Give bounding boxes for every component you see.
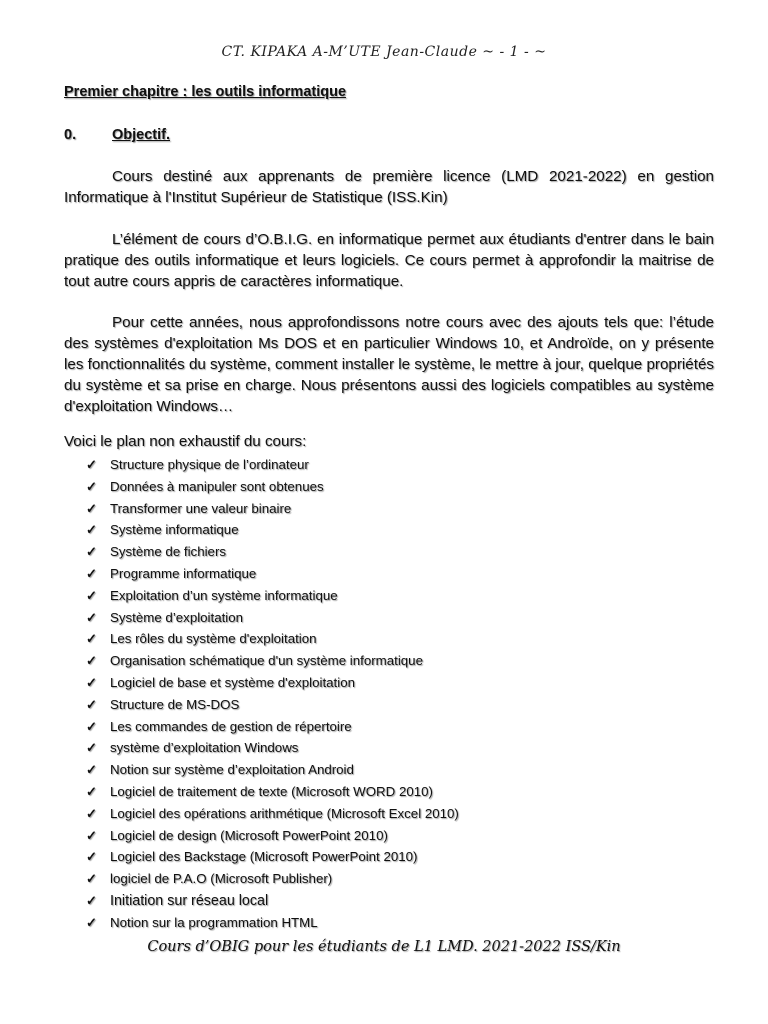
list-item-text: Notion sur système d’exploitation Android	[110, 762, 354, 778]
list-item	[86, 628, 459, 650]
list-item	[86, 650, 459, 672]
list-item	[86, 825, 459, 847]
list-item	[86, 912, 459, 934]
list-item-text: Les commandes de gestion de répertoire	[110, 718, 352, 734]
checkmark-icon: ✓	[86, 805, 97, 821]
list-item-text: Initiation sur réseau local	[110, 892, 269, 909]
list-item	[86, 846, 459, 868]
list-item	[86, 541, 459, 563]
list-item	[86, 454, 459, 476]
list-item	[86, 737, 459, 759]
checkmark-icon: ✓	[86, 762, 97, 778]
checkmark-icon: ✓	[86, 740, 97, 756]
list-item	[86, 563, 459, 585]
list-item	[86, 781, 459, 803]
checkmark-icon: ✓	[86, 457, 97, 472]
checkmark-icon: ✓	[86, 783, 97, 799]
paragraph-intro: Cours destiné aux apprenants de première licence (LMD 2021-2022) en gestion Informatique à l'Institut Supérieur de Statistique (ISS.Kin)	[64, 168, 714, 206]
paragraph-this-year: Pour cette années, nous approfondissons notre cours avec des ajouts tels que: l’étude des systèmes d'exploitation Ms DOS et en particulier Windows 10, et Androïde, on y présente les fonctionnalités du système, comment installer le système, le mettre à jour, quelque propriétés du système et sa prise en charge. Nous présentons aussi des logiciels compatibles au système d'exploitation Windows…	[64, 314, 714, 415]
list-item	[86, 716, 459, 738]
checkmark-icon: ✓	[86, 892, 97, 908]
list-item	[86, 803, 459, 825]
checkmark-icon: ✓	[86, 522, 97, 538]
checkmark-icon: ✓	[86, 587, 97, 603]
list-item-text: Logiciel des opérations arithmétique (Microsoft Excel 2010)	[110, 805, 459, 821]
page-footer: Cours d’OBIG pour les étudiants de L1 LMD. 2021-2022 ISS/Kin	[147, 939, 621, 955]
checkmark-icon: ✓	[86, 653, 97, 669]
list-item	[86, 519, 459, 541]
list-item	[86, 759, 459, 781]
plan-intro: Voici le plan non exhaustif du cours:	[64, 433, 307, 450]
list-item-text: système d’exploitation Windows	[110, 740, 299, 756]
list-item-text: Logiciel de base et système d'exploitation	[110, 674, 355, 690]
page-header: CT. KIPAKA A-M’UTE Jean-Claude ~ - 1 - ~	[221, 44, 547, 60]
checkmark-icon: ✓	[86, 849, 97, 865]
list-item-text: Transformer une valeur binaire	[110, 500, 292, 516]
checkmark-icon: ✓	[86, 718, 97, 734]
checkmark-icon: ✓	[86, 914, 97, 930]
list-item	[86, 694, 459, 716]
list-item-text: Exploitation d’un système informatique	[110, 587, 338, 603]
checkmark-icon: ✓	[86, 609, 97, 625]
checkmark-icon: ✓	[86, 500, 97, 516]
list-item-text: Logiciel de design (Microsoft PowerPoint 2010)	[110, 827, 388, 843]
checkmark-icon: ✓	[86, 827, 97, 843]
chapter-title: Premier chapitre : les outils informatique	[64, 84, 347, 100]
checkmark-icon: ✓	[86, 631, 97, 647]
list-item	[86, 607, 459, 629]
checkmark-icon: ✓	[86, 478, 97, 494]
list-item	[86, 672, 459, 694]
list-item-text: Logiciel de traitement de texte (Microsoft WORD 2010)	[110, 783, 433, 799]
checkmark-icon: ✓	[86, 871, 97, 887]
list-item-text: Système d’exploitation	[110, 609, 244, 625]
list-item-text: logiciel de P.A.O (Microsoft Publisher)	[110, 871, 333, 887]
list-item-text: Données à manipuler sont obtenues	[110, 478, 324, 494]
list-item	[86, 585, 459, 607]
list-item-text: Structure de MS-DOS	[110, 696, 240, 712]
list-item-text: Organisation schématique d'un système informatique	[110, 653, 423, 669]
list-item-text: Système informatique	[110, 522, 239, 538]
list-item	[86, 476, 459, 498]
objective-heading	[64, 127, 170, 143]
list-item-text: Programme informatique	[110, 565, 257, 581]
list-item-text: Les rôles du système d'exploitation	[110, 631, 317, 647]
list-item-text: Structure physique de l’ordinateur	[110, 457, 309, 472]
list-item-text: Logiciel des Backstage (Microsoft PowerPoint 2010)	[110, 849, 418, 865]
checkmark-icon: ✓	[86, 565, 97, 581]
checkmark-icon: ✓	[86, 696, 97, 712]
list-item	[86, 868, 459, 890]
list-item-text: Notion sur la programmation HTML	[110, 914, 318, 930]
checkmark-icon: ✓	[86, 674, 97, 690]
list-item-text: Système de fichiers	[110, 544, 227, 560]
objective-number: 0.	[64, 127, 77, 143]
paragraph-course-element: L’élément de cours d’O.B.I.G. en informatique permet aux étudiants d'entrer dans le bain pratique des outils informatique et leurs logiciels. Ce cours permet à approfondir la maitrise de tout autre cours appris de caractères informatique.	[64, 231, 714, 290]
list-item	[86, 890, 459, 912]
checkmark-icon: ✓	[86, 544, 97, 560]
list-item	[86, 498, 459, 520]
objective-label: Objectif.	[112, 127, 171, 143]
plan-list	[86, 454, 459, 934]
